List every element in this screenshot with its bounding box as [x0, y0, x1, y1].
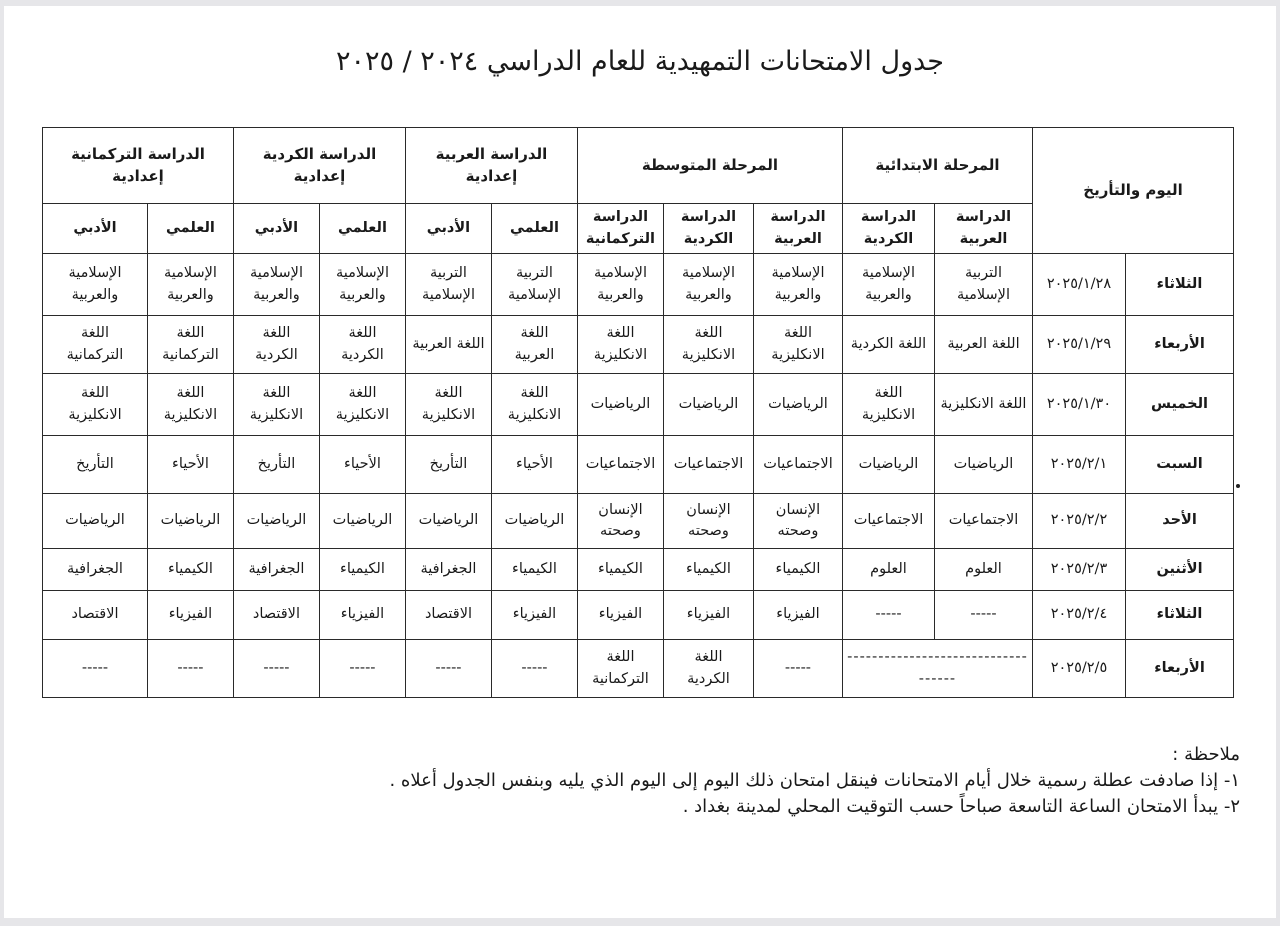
table-cell: -----	[319, 640, 405, 698]
table-cell: الفيزياء	[147, 591, 233, 640]
group-header	[405, 128, 577, 204]
table-cell: الجغرافية	[405, 549, 491, 591]
table-cell: الرياضيات	[753, 374, 842, 436]
table-cell: الرياضيات	[577, 374, 663, 436]
table-cell: الإسلامية والعربية	[319, 254, 405, 316]
table-cell: التأريخ	[233, 436, 319, 494]
day-cell: الخميس	[1126, 374, 1234, 436]
table-cell: -----	[233, 640, 319, 698]
group-title: المرحلة المتوسطة	[641, 155, 779, 174]
table-cell: العلوم	[842, 549, 934, 591]
table-cell: الإسلامية والعربية	[753, 254, 842, 316]
group-title: المرحلة الابتدائية	[875, 155, 1000, 174]
table-cell: اللغة الانكليزية	[663, 316, 753, 374]
table-cell: اللغة الكردية	[233, 316, 319, 374]
table-cell: اللغة الانكليزية	[147, 374, 233, 436]
table-cell: اللغة الانكليزية	[43, 374, 148, 436]
table-cell: اللغة الانكليزية	[319, 374, 405, 436]
table-cell: الأحياء	[147, 436, 233, 494]
table-cell: الفيزياء	[753, 591, 842, 640]
table-cell: اللغة الانكليزية	[405, 374, 491, 436]
group-subtitle: إعدادية	[112, 166, 164, 185]
table-row	[43, 494, 1234, 549]
table-cell: الأحياء	[491, 436, 577, 494]
group-subtitle: إعدادية	[293, 166, 346, 185]
table-cell: الكيمياء	[491, 549, 577, 591]
header-row-groups	[43, 128, 1234, 204]
table-cell: اللغة التركمانية	[577, 640, 663, 698]
date-cell: ٢٠٢٥/١/٢٩	[1032, 316, 1125, 374]
date-cell: ٢٠٢٥/٢/١	[1032, 436, 1125, 494]
table-cell: اللغة الكردية	[842, 316, 934, 374]
table-cell: التأريخ	[43, 436, 148, 494]
track-header: الدراسة العربية	[934, 204, 1032, 254]
day-cell: الأثنين	[1126, 549, 1234, 591]
table-cell: -----	[491, 640, 577, 698]
table-cell: الرياضيات	[663, 374, 753, 436]
table-cell: الإسلامية والعربية	[233, 254, 319, 316]
track-header: الدراسة العربية	[753, 204, 842, 254]
table-cell: -----	[934, 591, 1032, 640]
table-cell: التربية الإسلامية	[491, 254, 577, 316]
group-header	[577, 128, 842, 204]
table-cell: الكيمياء	[319, 549, 405, 591]
track-header: الدراسة التركمانية	[577, 204, 663, 254]
table-cell: الاجتماعيات	[934, 494, 1032, 549]
table-cell: العلوم	[934, 549, 1032, 591]
table-cell: اللغة الكردية	[663, 640, 753, 698]
table-cell: الإسلامية والعربية	[663, 254, 753, 316]
table-row	[43, 316, 1234, 374]
table-row	[43, 254, 1234, 316]
date-cell: ٢٠٢٥/١/٣٠	[1032, 374, 1125, 436]
table-cell: الاجتماعيات	[663, 436, 753, 494]
table-cell: التربية الإسلامية	[934, 254, 1032, 316]
table-cell: الفيزياء	[491, 591, 577, 640]
group-title: الدراسة التركمانية	[71, 144, 205, 163]
table-cell: اللغة الانكليزية	[233, 374, 319, 436]
table-row	[43, 374, 1234, 436]
day-cell: الثلاثاء	[1126, 591, 1234, 640]
table-cell: -----	[753, 640, 842, 698]
table-cell: -----	[405, 640, 491, 698]
day-cell: الأربعاء	[1126, 640, 1234, 698]
table-cell: اللغة التركمانية	[147, 316, 233, 374]
table-cell: الاجتماعيات	[753, 436, 842, 494]
track-header: الأدبي	[43, 204, 148, 254]
table-row	[43, 436, 1234, 494]
table-cell: الكيمياء	[147, 549, 233, 591]
group-header	[233, 128, 405, 204]
table-row	[43, 640, 1234, 698]
table-cell: -----	[43, 640, 148, 698]
note-item-2: ٢- يبدأ الامتحان الساعة التاسعة صباحاً حسب التوقيت المحلي لمدينة بغداد .	[682, 796, 1240, 818]
table-cell: الاقتصاد	[405, 591, 491, 640]
table-cell: اللغة العربية	[934, 316, 1032, 374]
table-cell: الفيزياء	[577, 591, 663, 640]
table-cell: الإسلامية والعربية	[842, 254, 934, 316]
table-cell: الرياضيات	[43, 494, 148, 549]
table-cell: الاجتماعيات	[842, 494, 934, 549]
table-cell: -----	[842, 591, 934, 640]
table-cell: الرياضيات	[233, 494, 319, 549]
table-cell: اللغة الانكليزية	[491, 374, 577, 436]
table-cell: الاجتماعيات	[577, 436, 663, 494]
table-cell: التأريخ	[405, 436, 491, 494]
table-cell: الاقتصاد	[233, 591, 319, 640]
table-cell: الأحياء	[319, 436, 405, 494]
table-cell: الجغرافية	[233, 549, 319, 591]
track-header: الأدبي	[233, 204, 319, 254]
table-cell: اللغة الانكليزية	[934, 374, 1032, 436]
table-cell: التربية الإسلامية	[405, 254, 491, 316]
notes-heading: ملاحظة :	[1172, 744, 1240, 765]
table-cell: الرياضيات	[319, 494, 405, 549]
date-cell: ٢٠٢٥/١/٢٨	[1032, 254, 1125, 316]
group-title: الدراسة الكردية	[262, 144, 377, 163]
track-header: العلمي	[491, 204, 577, 254]
table-cell: الفيزياء	[663, 591, 753, 640]
date-cell: ٢٠٢٥/٢/٤	[1032, 591, 1125, 640]
table-cell: الإسلامية والعربية	[43, 254, 148, 316]
day-cell: السبت	[1126, 436, 1234, 494]
table-cell: الكيمياء	[577, 549, 663, 591]
day-cell: الثلاثاء	[1126, 254, 1234, 316]
table-cell: اللغة الانكليزية	[577, 316, 663, 374]
day-date-header: اليوم والتأريخ	[1032, 128, 1233, 254]
table-row	[43, 591, 1234, 640]
table-cell: الكيمياء	[663, 549, 753, 591]
track-header: العلمي	[147, 204, 233, 254]
track-header: الدراسة الكردية	[842, 204, 934, 254]
page-title: جدول الامتحانات التمهيدية للعام الدراسي ٢٠٢٤ / ٢٠٢٥	[336, 46, 944, 77]
date-cell: ٢٠٢٥/٢/٣	[1032, 549, 1125, 591]
note-item-1: ١- إذا صادفت عطلة رسمية خلال أيام الامتحانات فينقل امتحان ذلك اليوم إلى اليوم الذي يليه وبنفس الجدول أعلاه .	[389, 770, 1240, 792]
table-cell: الإنسان وصحته	[577, 494, 663, 549]
table-cell: الرياضيات	[405, 494, 491, 549]
table-cell: الرياضيات	[934, 436, 1032, 494]
stray-mark	[1236, 484, 1240, 488]
table-cell: الإسلامية والعربية	[147, 254, 233, 316]
table-cell: -----	[147, 640, 233, 698]
exam-schedule-table	[42, 127, 1234, 698]
table-cell: اللغة الانكليزية	[842, 374, 934, 436]
track-header: العلمي	[319, 204, 405, 254]
table-cell: الإنسان وصحته	[663, 494, 753, 549]
table-cell: اللغة العربية	[491, 316, 577, 374]
table-cell: الإنسان وصحته	[753, 494, 842, 549]
track-header: الأدبي	[405, 204, 491, 254]
group-header	[43, 128, 234, 204]
table-cell: الاقتصاد	[43, 591, 148, 640]
table-cell: الرياضيات	[147, 494, 233, 549]
table-cell: اللغة العربية	[405, 316, 491, 374]
table-cell: الرياضيات	[842, 436, 934, 494]
date-cell: ٢٠٢٥/٢/٥	[1032, 640, 1125, 698]
group-subtitle: إعدادية	[465, 166, 518, 185]
notes-section	[140, 742, 1240, 820]
table-row	[43, 549, 1234, 591]
table-cell: اللغة التركمانية	[43, 316, 148, 374]
table-cell: اللغة الانكليزية	[753, 316, 842, 374]
table-cell: الفيزياء	[319, 591, 405, 640]
table-cell: اللغة الكردية	[319, 316, 405, 374]
table-cell: الرياضيات	[491, 494, 577, 549]
merged-cell: -----------------------------------	[842, 640, 1032, 698]
table-cell: الإسلامية والعربية	[577, 254, 663, 316]
track-header: الدراسة الكردية	[663, 204, 753, 254]
table-cell: الجغرافية	[43, 549, 148, 591]
group-title: الدراسة العربية	[435, 144, 548, 163]
group-header	[842, 128, 1032, 204]
day-cell: الأربعاء	[1126, 316, 1234, 374]
day-cell: الأحد	[1126, 494, 1234, 549]
table-cell: الكيمياء	[753, 549, 842, 591]
date-cell: ٢٠٢٥/٢/٢	[1032, 494, 1125, 549]
